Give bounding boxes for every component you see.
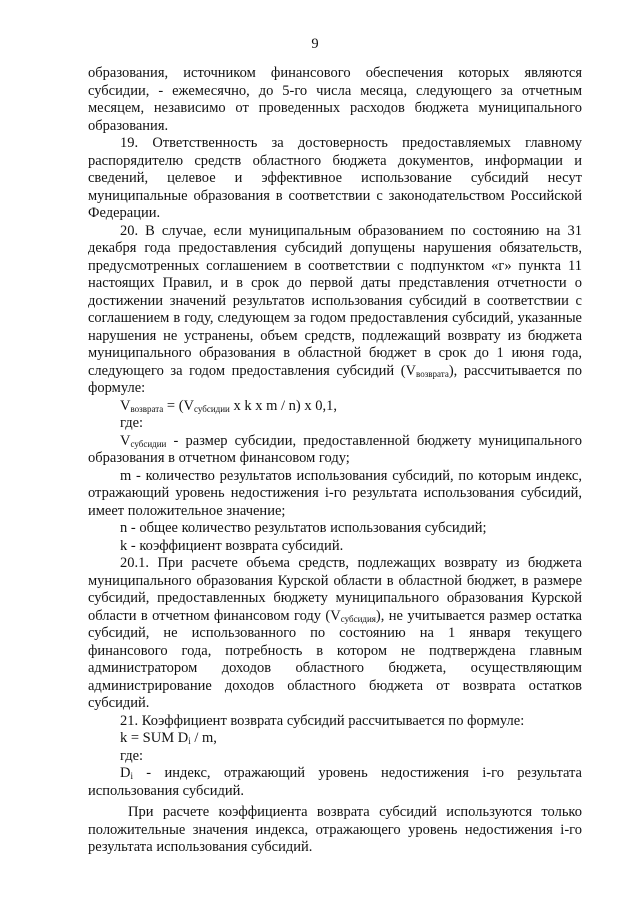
paragraph-continuation: образования, источником финансового обеспечения которых являются субсидии, - ежемесячно, до 5-го числа месяца, следующего за отчетным месяцем, независимо от проведенных расходов бюджета муниципального образования. <box>88 65 582 134</box>
paragraph-20 <box>88 223 582 398</box>
def-v-text: - размер субсидии, предоставленной бюджету муниципального образования в отчетном финансовом году; <box>88 432 582 466</box>
paragraph-20-1-end: ), не учитывается размер остатка субсидий, не использованного по состоянию на 1 января текущего финансового года, потребность в котором не подтверждена главным администратором доходов областного бюджета, осуществляющим администрирование доходов областного бюджета от возврата остатков субсидий. <box>88 607 582 711</box>
formula1-sub: возврата <box>130 403 164 414</box>
definition-m: m - количество результатов использования субсидий, по которым индекс, отражающий уровень недостижения i-го результата использования субсидий, имеет положительное значение; <box>88 467 582 519</box>
formula-v-vozvrata <box>120 398 582 416</box>
def-d-sub: i <box>130 771 133 781</box>
formula1-v: V <box>120 397 131 414</box>
definition-k: k - коэффициент возврата субсидий. <box>120 537 344 554</box>
def-d-text: - индекс, отражающий уровень недостижения i-го результата использования субсидий. <box>88 765 582 799</box>
paragraph-20-end: ), рассчитывается по формуле: <box>88 362 582 396</box>
paragraph-20-1-sub: субсидия <box>340 613 376 624</box>
where-label-2: где: <box>120 747 144 764</box>
page-number: 9 <box>311 36 319 52</box>
def-v-symbol: V <box>120 432 131 449</box>
formula-k <box>120 730 582 748</box>
formula1-end: x k x m / n) x 0,1, <box>229 397 338 414</box>
formula2-sub: i <box>188 736 191 746</box>
def-v-sub: субсидии <box>130 438 167 449</box>
formula1-mid: = (V <box>163 397 195 414</box>
formula2-start: k = SUM D <box>120 730 189 746</box>
formula2-end: / m, <box>190 730 217 746</box>
definition-v-subsidii <box>88 433 582 468</box>
subscript-vozvrata: возврата <box>416 368 449 379</box>
definition-d <box>88 765 582 800</box>
paragraph-20-text: 20. В случае, если муниципальным образованием по состоянию на 31 декабря года предоставления субсидий допущены нарушения обязательств, предусмотренных соглашением в соответствии с подпунктом «г» пункта 11 настоящих Правил, и в срок до первой даты представления отчетности о достижении значений результатов использования субсидий в соответствии с соглашением в году, следующем за годом предоставления субсидий, указанные нарушения не устранены, объем средств, подлежащий возврату из бюджета муниципального образования в областной бюджет в срок до 1 июня года, следующего за годом предоставления субсидий (V <box>88 222 582 379</box>
paragraph-20-1-start: 20.1. При расчете объема средств, подлежащих возврату из бюджета муниципального образования Курской области в областной бюджет, в размере субсидий, предоставленных бюджету муниципального образования Курской области в отчетном финансовом году (V <box>88 555 582 624</box>
paragraph-21: 21. Коэффициент возврата субсидий рассчитывается по формуле: <box>120 712 525 729</box>
paragraph-20-1 <box>88 555 582 713</box>
def-d-symbol: D <box>120 765 131 781</box>
paragraph-last: При расчете коэффициента возврата субсидий используются только положительные значения индекса, отражающего уровень недостижения i-го результата использования субсидий. <box>88 804 582 855</box>
formula1-sub2: субсидии <box>194 403 230 414</box>
where-label-1: где: <box>120 415 144 431</box>
definition-n: n - общее количество результатов использования субсидий; <box>120 520 487 536</box>
paragraph-19: 19. Ответственность за достоверность предоставляемых главному распорядителю средств областного бюджета документов, информации и сведений, целевое и эффективное использование субсидий несут муниципальные образования в соответствии с законодательством Российской Федерации. <box>88 135 582 221</box>
